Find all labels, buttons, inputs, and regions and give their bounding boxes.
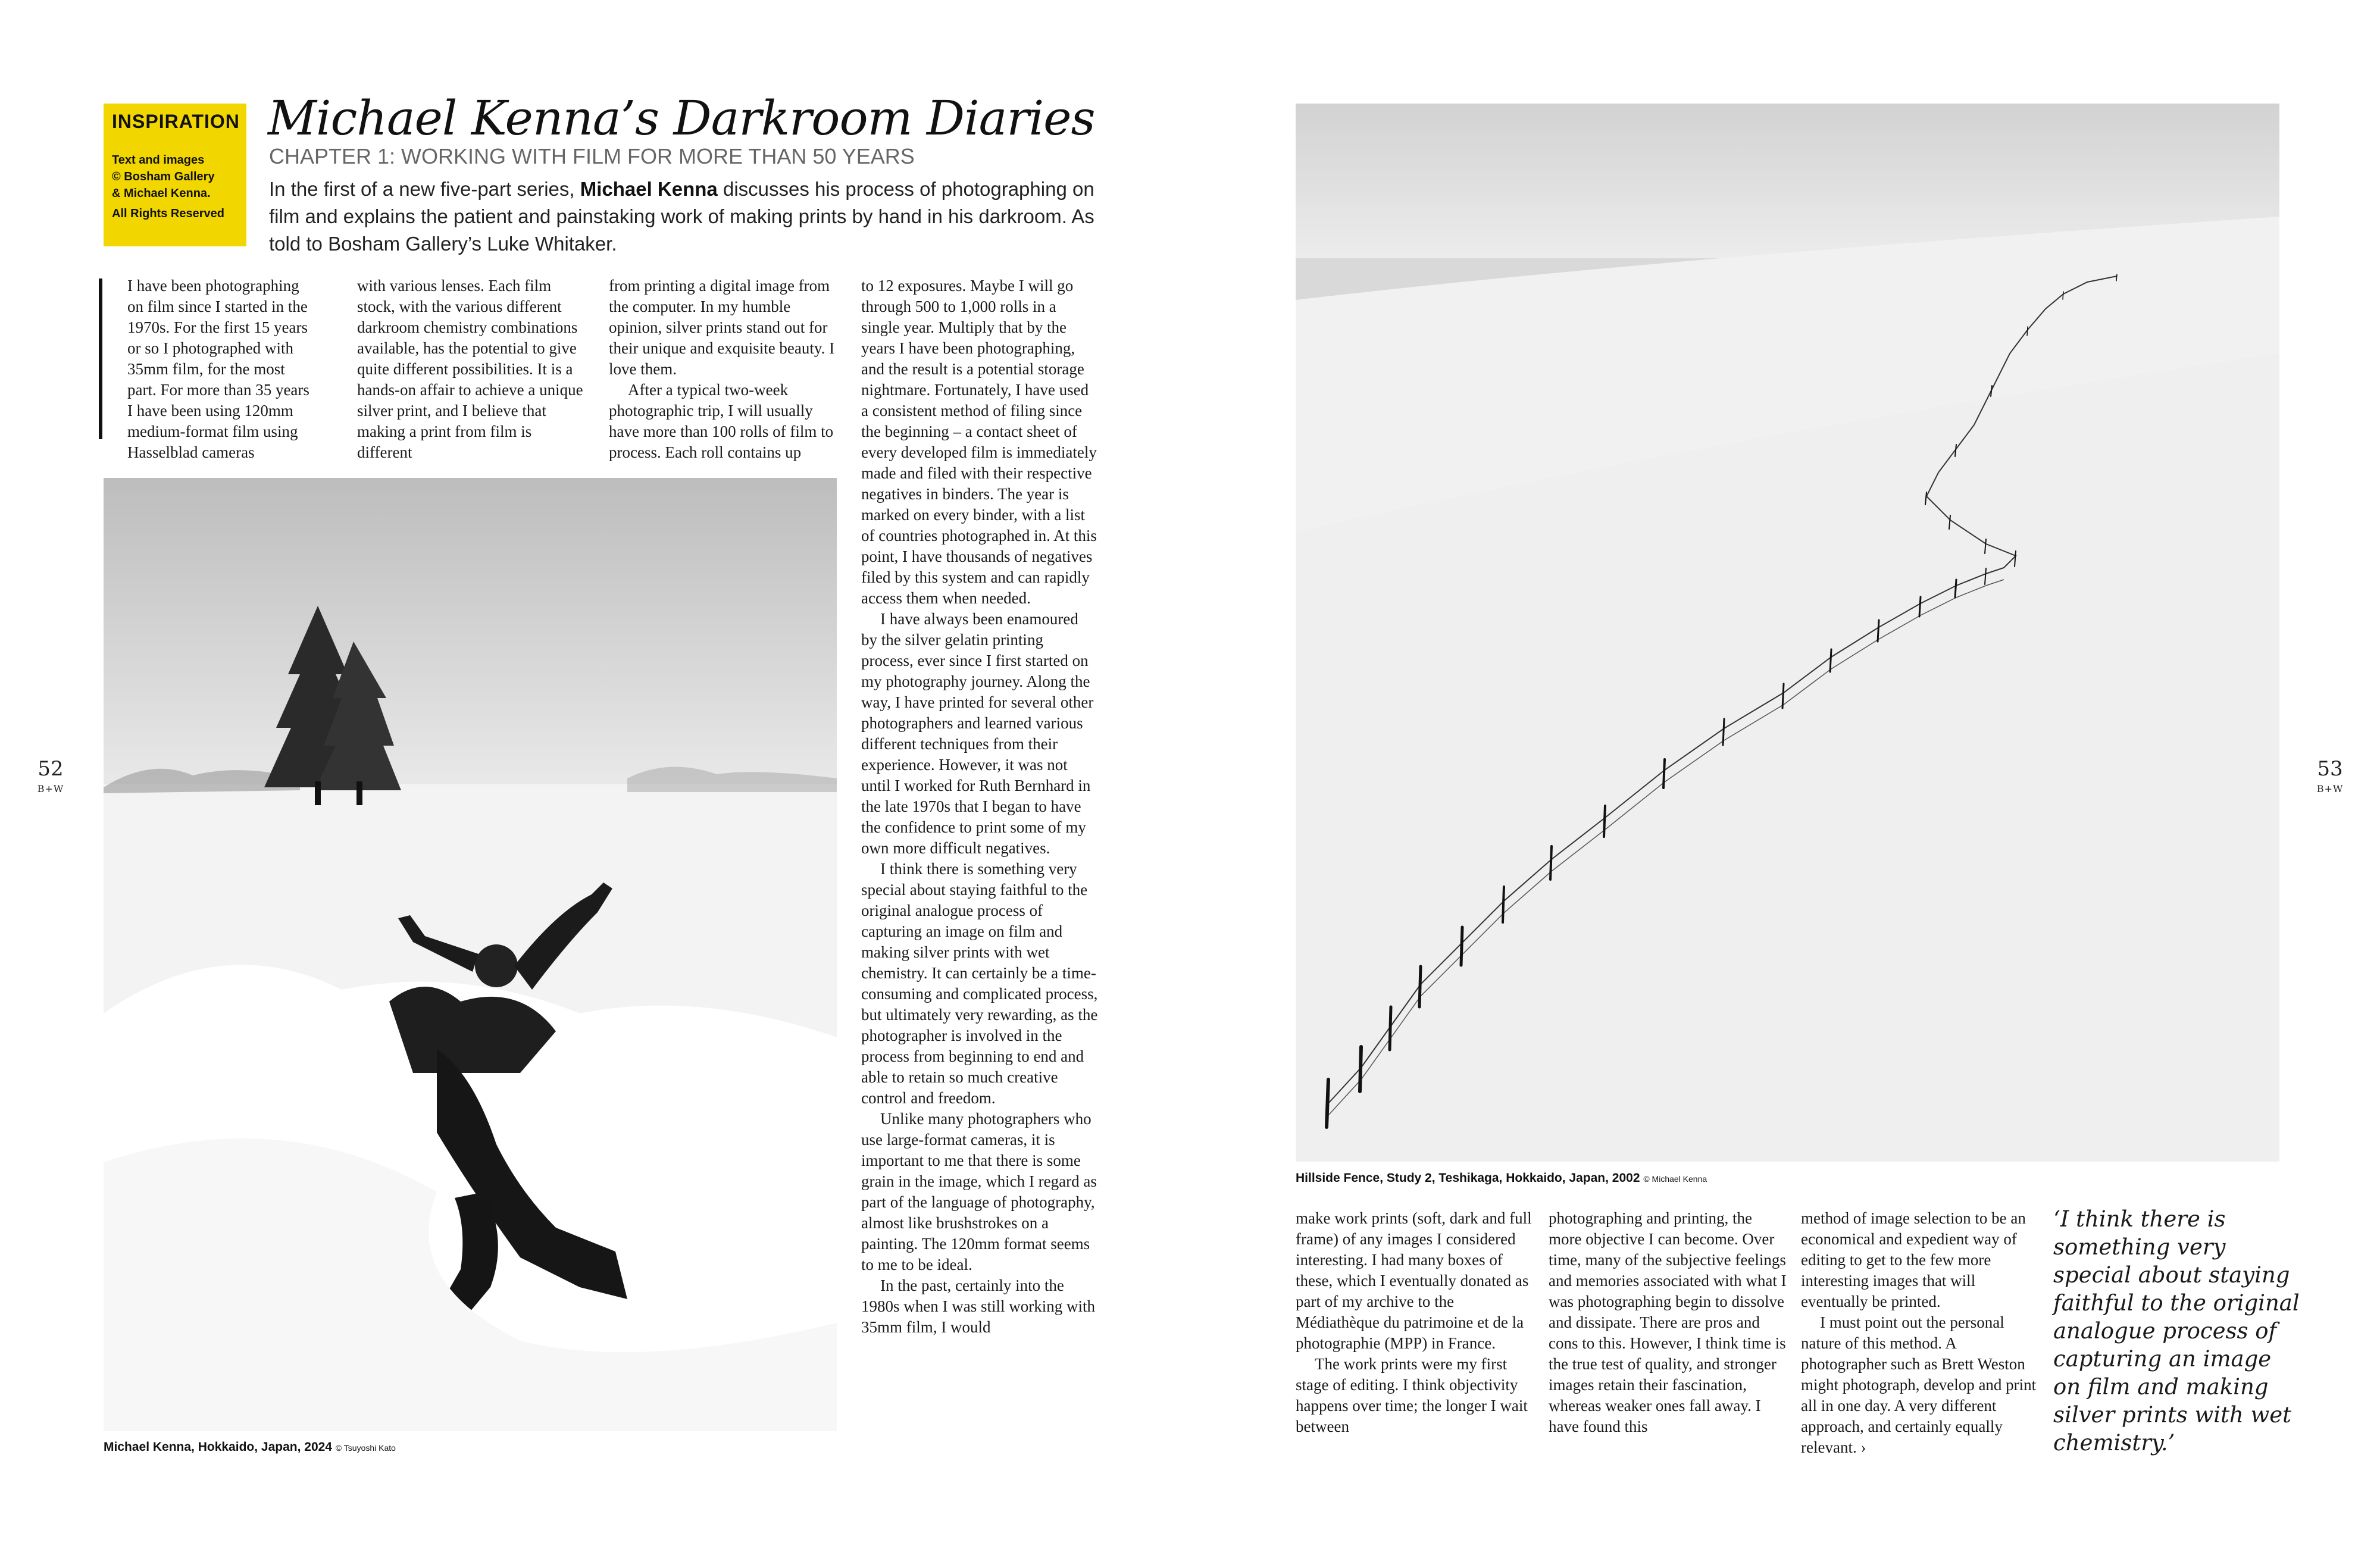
hillside-fence-image <box>1296 104 2279 1162</box>
standfirst: In the first of a new five-part series, Michael Kenna discusses his process of photographing on film and explains the patient and painstaking work of making prints by hand in his darkroom. As told to Bosham Gallery’s Luke Whitaker. <box>269 178 1094 255</box>
article-title: Michael Kenna’s Darkroom Diaries <box>268 90 1095 146</box>
pull-quote: ‘I think there is something very special about staying faithful to the original analogue process of capturing an image on film and making silver prints with wet chemistry.’ <box>2053 1206 2300 1456</box>
page-number-right: 53 B+W <box>2312 757 2348 794</box>
photo-hillside-fence <box>1296 104 2279 1162</box>
photo-left-caption: Michael Kenna, Hokkaido, Japan, 2024 © Tsuyoshi Kato <box>104 1440 396 1454</box>
drop-cap-bar <box>99 279 102 439</box>
snow-portrait-image <box>104 478 837 1431</box>
magazine-mark-right: B+W <box>2316 783 2344 794</box>
body-column-3: from printing a digital image from the computer. In my humble opinion, silver prints stand out for their unique and exquisite beauty. I love them. After a typical two-week photographic trip, I will usually have more than 100 rolls of film to process. Each roll contains up <box>609 277 835 461</box>
section-label: INSPIRATION <box>112 111 240 132</box>
photo-right-credit: © Michael Kenna <box>1643 1174 1707 1184</box>
photo-left-credit: © Tsuyoshi Kato <box>335 1443 396 1453</box>
body-column-1: I have been photographing on film since I started in the 1970s. For the first 15 years or so I photographed with 35mm film, for the most part. For more than 35 years I have been using 120mm medium-format film using Hasselblad cameras <box>127 277 309 461</box>
body-column-2: with various lenses. Each film stock, with the various different darkroom chemistry combinations available, has the potential to give quite different possibilities. It is a hands-on affair to achieve a unique silver print, and I believe that making a print from film is different <box>357 277 583 461</box>
body-column-7: method of image selection to be an economical and expedient way of editing to get to the few more interesting images that will eventually be printed. I must point out the personal nature of this method. A photographer such as Brett Weston might photograph, develop and print all in one day. A very different approach, and certainly equally relevant. › <box>1801 1209 2037 1456</box>
photo-right-caption: Hillside Fence, Study 2, Teshikaga, Hokkaido, Japan, 2002 © Michael Kenna <box>1296 1171 1707 1185</box>
chapter-subtitle: CHAPTER 1: WORKING WITH FILM FOR MORE THAN 50 YEARS <box>269 144 915 168</box>
author-name: Michael Kenna <box>580 178 718 200</box>
page-number-left: 52 B+W <box>33 757 68 794</box>
section-tag <box>104 104 246 246</box>
body-column-4: to 12 exposures. Maybe I will go through 500 to 1,000 rolls in a single year. Multiply that by the years I have been photographing, and the result is a potential storage nightmare. Fortunately, I have used a consistent method of filing since the beginning – a contact sheet of every developed film is immediately made and filed with their respective negatives in binders. The year is marked on every binder, with a list of countries photographed in. At this point, I have thousands of negatives filed by this system and can rapidly access them when needed. I have always been enamoured by the silver gelatin printing process, ever since I first started on my photography journey. Along the way, I have printed for several other photographers and learned various different techniques from their experience. However, it was not until I worked for Ruth Bernhard in the late 1970s that I began to have the confidence to print some of my own more difficult negatives. I think there is something very special about staying faithful to the original analogue process of capturing an image on film and making silver prints with wet chemistry. It can certainly be a time-consuming and complicated process, but ultimately very rewarding, as the photographer is involved in the process from beginning to end and able to retain so much creative control and freedom. Unlike many photographers who use large-format cameras, it is important to me that there is some grain in the image, which I regard as part of the language of photography, almost like brushstrokes on a painting. The 120mm format seems to me to be ideal. In the past, certainly into the 1980s when I was still working with 35mm film, I would <box>861 277 1098 1336</box>
credit-text: Text and images © Bosham Gallery & Michael Kenna. <box>112 154 215 200</box>
rights-text: All Rights Reserved <box>112 207 224 220</box>
body-column-5: make work prints (soft, dark and full frame) of any images I considered interesting. I had many boxes of these, which I eventually donated as part of my archive to the Médiathèque du patrimoine et de la photographie (MPP) in France. The work prints were my first stage of editing. I think objectivity happens over time; the longer I wait between <box>1296 1209 1532 1435</box>
magazine-mark-left: B+W <box>37 783 64 794</box>
body-column-6: photographing and printing, the more objective I can become. Over time, many of the subjective feelings and memories associated with what I was photographing begin to dissolve and dissipate. There are pros and cons to this. However, I think time is the true test of quality, and stronger images retain their fascination, whereas weaker ones fall away. I have found this <box>1549 1209 1787 1435</box>
photo-snow-portrait <box>104 478 837 1431</box>
